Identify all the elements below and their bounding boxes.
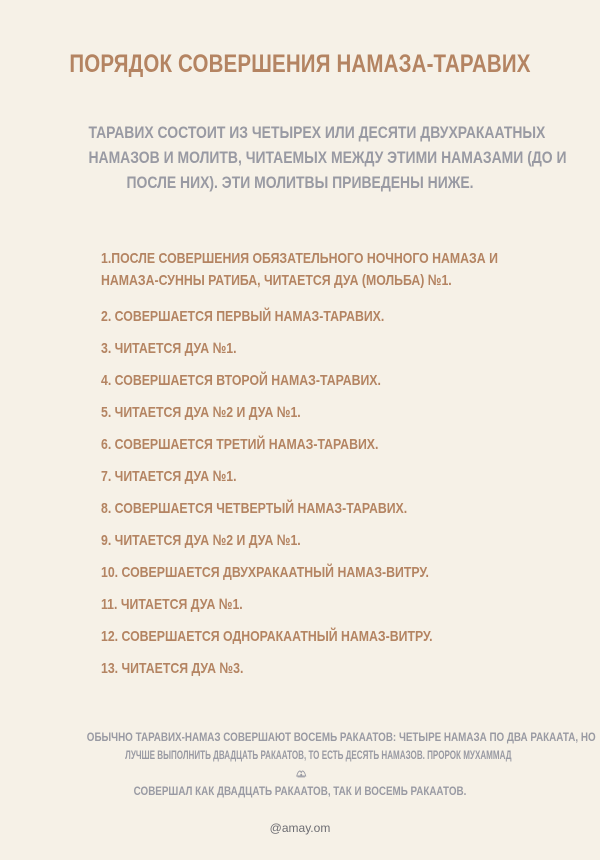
step-8-text: 8. СОВЕРШАЕТСЯ ЧЕТВЕРТЫЙ НАМАЗ-ТАРАВИХ.	[101, 500, 408, 517]
step-1-line-2: НАМАЗА-СУННЫ РАТИБА, ЧИТАЕТСЯ ДУА (МОЛЬБА) №1.	[101, 272, 452, 289]
footnote-line-with-seal	[87, 746, 513, 782]
page-title: ПОРЯДОК СОВЕРШЕНИЯ НАМАЗА-ТАРАВИХ	[69, 50, 531, 78]
step-8	[101, 498, 541, 520]
footnote-line: ОБЫЧНО ТАРАВИХ-НАМАЗ СОВЕРШАЮТ ВОСЕМЬ РАКААТОВ: ЧЕТЫРЕ НАМАЗА ПО ДВА РАКААТА, НО	[86, 730, 596, 744]
step-4	[101, 370, 541, 392]
step-1-line-1: 1.ПОСЛЕ СОВЕРШЕНИЯ ОБЯЗАТЕЛЬНОГО НОЧНОГО НАМАЗА И	[101, 250, 498, 267]
step-12	[101, 626, 541, 648]
step-3-text: 3. ЧИТАЕТСЯ ДУА №1.	[101, 340, 237, 357]
step-5-text: 5. ЧИТАЕТСЯ ДУА №2 И ДУА №1.	[101, 404, 301, 421]
step-6	[101, 434, 541, 456]
footnote	[40, 728, 596, 800]
intro-paragraph	[42, 120, 567, 195]
steps-list	[101, 248, 541, 690]
intro-line: ПОСЛЕ НИХ). ЭТИ МОЛИТВЫ ПРИВЕДЕНЫ НИЖЕ.	[126, 173, 474, 192]
step-13-text: 13. ЧИТАЕТСЯ ДУА №3.	[101, 660, 244, 677]
step-9-text: 9. ЧИТАЕТСЯ ДУА №2 И ДУА №1.	[101, 532, 301, 549]
step-12-text: 12. СОВЕРШАЕТСЯ ОДНОРАКААТНЫЙ НАМАЗ-ВИТРУ.	[101, 628, 433, 645]
step-13	[101, 658, 541, 680]
step-7	[101, 466, 541, 488]
step-1	[101, 248, 541, 292]
step-10	[101, 562, 541, 584]
step-5	[101, 402, 541, 424]
step-11	[101, 594, 541, 616]
step-11-text: 11. ЧИТАЕТСЯ ДУА №1.	[101, 596, 243, 613]
step-3	[101, 338, 541, 360]
salawat-seal-icon	[296, 768, 307, 778]
footnote-line-text: ЛУЧШЕ ВЫПОЛНИТЬ ДВАДЦАТЬ РАКААТОВ, ТО ЕСТЬ ДЕСЯТЬ НАМАЗОВ. ПРОРОК МУХАММАД	[125, 748, 512, 762]
step-10-text: 10. СОВЕРШАЕТСЯ ДВУХРАКААТНЫЙ НАМАЗ-ВИТРУ.	[101, 564, 429, 581]
step-2-text: 2. СОВЕРШАЕТСЯ ПЕРВЫЙ НАМАЗ-ТАРАВИХ.	[101, 308, 385, 325]
footnote-line: СОВЕРШАЛ КАК ДВАДЦАТЬ РАКААТОВ, ТАК И ВОСЕМЬ РАКААТОВ.	[133, 784, 467, 798]
intro-line: ТАРАВИХ СОСТОИТ ИЗ ЧЕТЫРЕХ ИЛИ ДЕСЯТИ ДВУХРАКААТНЫХ	[88, 123, 546, 142]
step-2	[101, 306, 541, 328]
author-handle: @amay.om	[269, 821, 331, 835]
step-9	[101, 530, 541, 552]
intro-line: НАМАЗОВ И МОЛИТВ, ЧИТАЕМЫХ МЕЖДУ ЭТИМИ НАМАЗАМИ (ДО И	[88, 148, 567, 167]
step-6-text: 6. СОВЕРШАЕТСЯ ТРЕТИЙ НАМАЗ-ТАРАВИХ.	[101, 436, 379, 453]
step-7-text: 7. ЧИТАЕТСЯ ДУА №1.	[101, 468, 237, 485]
step-4-text: 4. СОВЕРШАЕТСЯ ВТОРОЙ НАМАЗ-ТАРАВИХ.	[101, 372, 381, 389]
